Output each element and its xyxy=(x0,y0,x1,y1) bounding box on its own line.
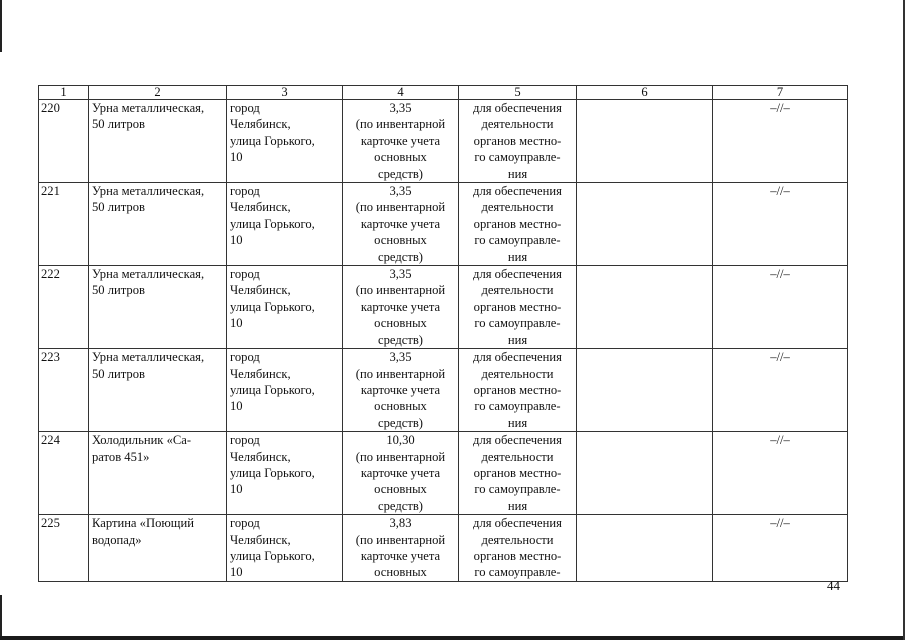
purpose-line: ния xyxy=(507,415,528,430)
cost-cell xyxy=(343,183,459,266)
purpose-line: органов местно- xyxy=(473,299,562,314)
row-number-cell: 225 xyxy=(39,515,89,582)
cost-line: (по инвентарной xyxy=(355,283,446,298)
cost-line: основных xyxy=(374,316,427,331)
table-row xyxy=(39,100,848,183)
address-line: Челябинск, xyxy=(230,283,291,298)
name-line: Урна металлическая, xyxy=(92,267,205,282)
address-cell xyxy=(227,266,343,349)
purpose-line: органов местно- xyxy=(473,133,562,148)
purpose-line: для обеспечения xyxy=(473,101,562,115)
purpose-line: го самоуправле- xyxy=(474,150,561,165)
address-line: 10 xyxy=(230,399,243,414)
name-line: Холодильник «Са- xyxy=(92,433,192,448)
cost-line: карточке учета xyxy=(360,465,441,480)
cost-line: 3,35 xyxy=(389,184,412,199)
address-line: улица Горького, xyxy=(230,548,315,563)
purpose-cell xyxy=(459,349,577,432)
purpose-line: го самоуправле- xyxy=(474,316,561,331)
purpose-cell xyxy=(459,100,577,183)
column-6-cell xyxy=(577,349,713,432)
cost-line: 3,35 xyxy=(389,350,412,365)
column-6-cell xyxy=(577,266,713,349)
cost-line: (по инвентарной xyxy=(355,117,446,132)
address-line: город xyxy=(230,516,260,531)
address-line: город xyxy=(230,101,260,115)
address-cell xyxy=(227,183,343,266)
address-line: 10 xyxy=(230,565,243,580)
purpose-line: органов местно- xyxy=(473,382,562,397)
address-cell xyxy=(227,432,343,515)
purpose-cell xyxy=(459,183,577,266)
cost-cell xyxy=(343,266,459,349)
name-line: 50 литров xyxy=(92,283,145,298)
cost-cell xyxy=(343,432,459,515)
table-row xyxy=(39,266,848,349)
address-line: Челябинск, xyxy=(230,200,291,215)
address-cell xyxy=(227,349,343,432)
row-number-cell: 222 xyxy=(39,266,89,349)
scan-edge-left xyxy=(0,0,2,52)
cost-line: средств) xyxy=(378,332,423,347)
purpose-line: деятельности xyxy=(481,532,554,547)
address-line: город xyxy=(230,184,260,199)
purpose-line: органов местно- xyxy=(473,465,562,480)
ditto-mark-cell: –//– xyxy=(713,515,848,582)
item-name-cell xyxy=(89,432,227,515)
cost-line: основных xyxy=(374,233,427,248)
scan-edge-left-lower xyxy=(0,595,2,640)
table-row xyxy=(39,515,848,582)
purpose-line: ния xyxy=(507,166,528,181)
address-line: 10 xyxy=(230,150,243,165)
name-line: 50 литров xyxy=(92,200,145,215)
address-line: улица Горького, xyxy=(230,382,315,397)
purpose-line: для обеспечения xyxy=(473,516,562,531)
page-number: 44 xyxy=(827,578,840,593)
cost-line: карточке учета xyxy=(360,382,441,397)
column-6-cell xyxy=(577,100,713,183)
cost-line: карточке учета xyxy=(360,216,441,231)
column-number-row xyxy=(39,86,848,100)
cost-line: средств) xyxy=(378,415,423,430)
purpose-line: деятельности xyxy=(481,366,554,381)
ditto-mark-cell: –//– xyxy=(713,183,848,266)
name-line: Урна металлическая, xyxy=(92,101,205,115)
purpose-line: го самоуправле- xyxy=(474,233,561,248)
cost-cell xyxy=(343,100,459,183)
purpose-line: органов местно- xyxy=(473,216,562,231)
cost-line: карточке учета xyxy=(360,299,441,314)
column-number-header: 6 xyxy=(577,86,713,100)
address-line: Челябинск, xyxy=(230,117,291,132)
item-name-cell xyxy=(89,183,227,266)
address-line: 10 xyxy=(230,482,243,497)
address-line: улица Горького, xyxy=(230,133,315,148)
cost-line: 3,35 xyxy=(389,267,412,282)
cost-line: 3,35 xyxy=(389,101,412,115)
column-number-header: 2 xyxy=(89,86,227,100)
purpose-line: го самоуправле- xyxy=(474,399,561,414)
address-line: улица Горького, xyxy=(230,216,315,231)
purpose-line: органов местно- xyxy=(473,548,562,563)
address-line: Челябинск, xyxy=(230,532,291,547)
name-line: Урна металлическая, xyxy=(92,350,205,365)
address-line: Челябинск, xyxy=(230,366,291,381)
cost-line: основных xyxy=(374,482,427,497)
ditto-mark-cell: –//– xyxy=(713,432,848,515)
address-line: Челябинск, xyxy=(230,449,291,464)
address-line: город xyxy=(230,267,260,282)
column-6-cell xyxy=(577,183,713,266)
purpose-cell xyxy=(459,432,577,515)
column-number-header: 1 xyxy=(39,86,89,100)
address-cell xyxy=(227,100,343,183)
item-name-cell xyxy=(89,349,227,432)
name-line: 50 литров xyxy=(92,117,145,132)
purpose-cell xyxy=(459,266,577,349)
column-number-header: 3 xyxy=(227,86,343,100)
cost-line: средств) xyxy=(378,249,423,264)
cost-line: (по инвентарной xyxy=(355,449,446,464)
row-number-cell: 223 xyxy=(39,349,89,432)
cost-line: (по инвентарной xyxy=(355,366,446,381)
purpose-line: для обеспечения xyxy=(473,350,562,365)
purpose-line: деятельности xyxy=(481,449,554,464)
table-row xyxy=(39,183,848,266)
ditto-mark-cell: –//– xyxy=(713,100,848,183)
cost-line: карточке учета xyxy=(360,133,441,148)
cost-line: основных xyxy=(374,150,427,165)
column-6-cell xyxy=(577,515,713,582)
column-number-header: 7 xyxy=(713,86,848,100)
property-table-container xyxy=(38,85,848,582)
address-line: 10 xyxy=(230,316,243,331)
item-name-cell xyxy=(89,100,227,183)
row-number-cell: 220 xyxy=(39,100,89,183)
address-line: город xyxy=(230,433,260,448)
row-number-cell: 221 xyxy=(39,183,89,266)
address-cell xyxy=(227,515,343,582)
column-number-header: 5 xyxy=(459,86,577,100)
address-line: улица Горького, xyxy=(230,465,315,480)
purpose-line: для обеспечения xyxy=(473,184,562,199)
scan-edge-bottom xyxy=(0,636,905,640)
name-line: Урна металлическая, xyxy=(92,184,205,199)
property-table xyxy=(38,85,848,582)
purpose-line: ния xyxy=(507,249,528,264)
cost-line: 3,83 xyxy=(389,516,412,531)
ditto-mark-cell: –//– xyxy=(713,349,848,432)
table-row xyxy=(39,432,848,515)
item-name-cell xyxy=(89,515,227,582)
purpose-line: деятельности xyxy=(481,200,554,215)
name-line: 50 литров xyxy=(92,366,145,381)
name-line: водопад» xyxy=(92,532,142,547)
cost-cell xyxy=(343,515,459,582)
purpose-line: го самоуправле- xyxy=(474,482,561,497)
purpose-line: ния xyxy=(507,332,528,347)
item-name-cell xyxy=(89,266,227,349)
column-6-cell xyxy=(577,432,713,515)
address-line: улица Горького, xyxy=(230,299,315,314)
address-line: город xyxy=(230,350,260,365)
cost-line: основных xyxy=(374,399,427,414)
name-line: ратов 451» xyxy=(92,449,150,464)
cost-cell xyxy=(343,349,459,432)
purpose-line: деятельности xyxy=(481,283,554,298)
purpose-line: для обеспечения xyxy=(473,433,562,448)
purpose-line: деятельности xyxy=(481,117,554,132)
cost-line: средств) xyxy=(378,498,423,513)
cost-line: (по инвентарной xyxy=(355,532,446,547)
table-row xyxy=(39,349,848,432)
name-line: Картина «Поющий xyxy=(92,516,194,531)
cost-line: основных xyxy=(374,565,427,580)
cost-line: карточке учета xyxy=(360,548,441,563)
cost-line: (по инвентарной xyxy=(355,200,446,215)
cost-line: средств) xyxy=(378,166,423,181)
row-number-cell: 224 xyxy=(39,432,89,515)
purpose-line: го самоуправле- xyxy=(474,565,561,580)
ditto-mark-cell: –//– xyxy=(713,266,848,349)
address-line: 10 xyxy=(230,233,243,248)
purpose-line: для обеспечения xyxy=(473,267,562,282)
purpose-cell xyxy=(459,515,577,582)
column-number-header: 4 xyxy=(343,86,459,100)
cost-line: 10,30 xyxy=(386,433,415,448)
purpose-line: ния xyxy=(507,498,528,513)
